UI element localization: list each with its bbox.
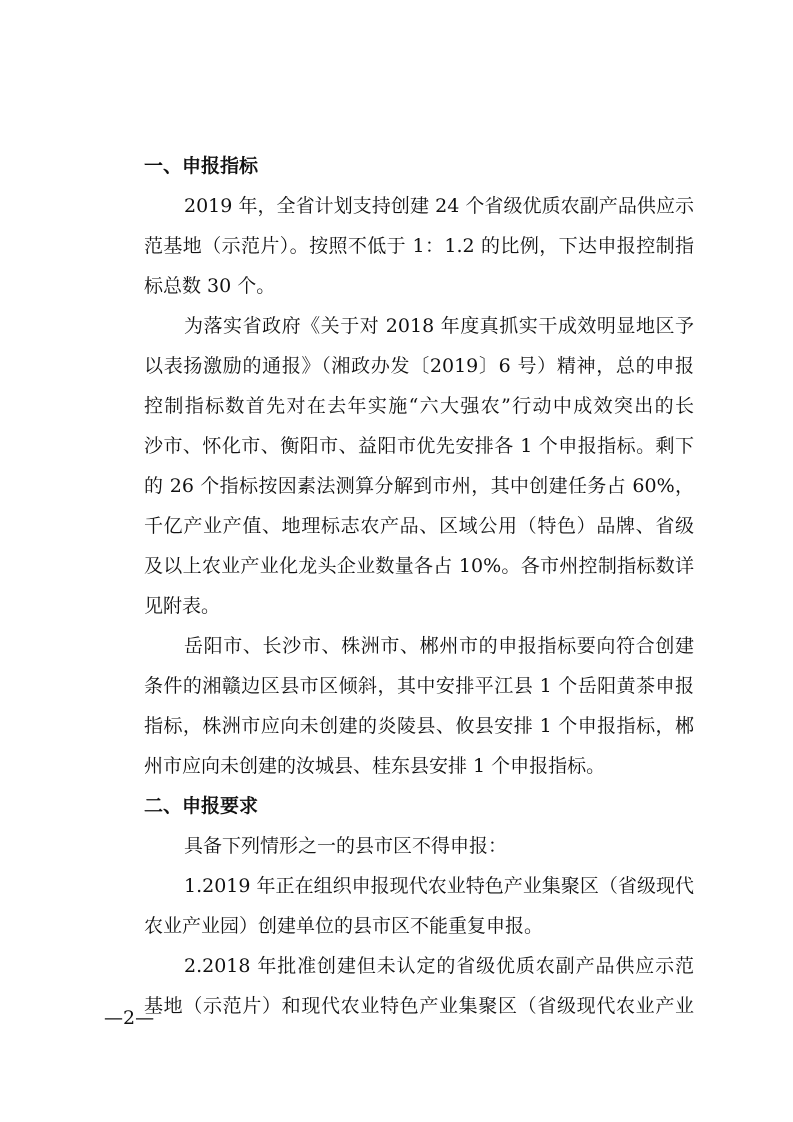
text-line: 为落实省政府《关于对 2018 年度真抓实干成效明显地区予 xyxy=(184,315,694,337)
document-body xyxy=(104,146,694,1026)
paragraph xyxy=(104,306,694,626)
text-line: 1.2019 年正在组织申报现代农业特色产业集聚区（省级现代 xyxy=(184,875,694,897)
text-line: 控制指标数首先对在去年实施“六大强农”行动中成效突出的长 xyxy=(144,395,694,417)
text-line: 岳阳市、长沙市、株洲市、郴州市的申报指标要向符合创建 xyxy=(184,635,694,657)
paragraph xyxy=(104,826,694,866)
page-number: —2— xyxy=(104,1007,155,1029)
text-line: 条件的湘赣边区县市区倾斜，其中安排平江县 1 个岳阳黄茶申报 xyxy=(144,675,694,697)
text-line: 沙市、怀化市、衡阳市、益阳市优先安排各 1 个申报指标。剩下 xyxy=(144,435,694,457)
text-line: 农业产业园）创建单位的县市区不能重复申报。 xyxy=(144,915,544,937)
text-line: 2.2018 年批准创建但未认定的省级优质农副产品供应示范 xyxy=(184,955,694,977)
paragraph xyxy=(104,186,694,306)
text-line: 州市应向未创建的汝城县、桂东县安排 1 个申报指标。 xyxy=(144,755,606,777)
text-line: 标总数 30 个。 xyxy=(144,275,276,297)
section-heading-indicators: 一、申报指标 xyxy=(144,155,259,177)
text-line: 及以上农业产业化龙头企业数量各占 10%。各市州控制指标数详 xyxy=(144,555,694,577)
paragraph xyxy=(104,946,694,1026)
text-line: 具备下列情形之一的县市区不得申报： xyxy=(184,835,508,857)
text-line: 指标，株洲市应向未创建的炎陵县、攸县安排 1 个申报指标，郴 xyxy=(144,715,694,737)
section-heading-requirements: 二、申报要求 xyxy=(144,795,259,817)
text-line: 的 26 个指标按因素法测算分解到市州，其中创建任务占 60%， xyxy=(144,475,694,497)
text-line: 基地（示范片）和现代农业特色产业集聚区（省级现代农业产业 xyxy=(144,995,694,1017)
text-line: 见附表。 xyxy=(144,595,221,617)
text-line: 千亿产业产值、地理标志农产品、区域公用（特色）品牌、省级 xyxy=(144,515,694,537)
text-line: 范基地（示范片）。按照不低于 1：1.2 的比例，下达申报控制指 xyxy=(144,235,694,257)
text-line: 以表扬激励的通报》（湘政办发〔2019〕6 号）精神，总的申报 xyxy=(144,355,694,377)
paragraph xyxy=(104,626,694,786)
text-line: 2019 年，全省计划支持创建 24 个省级优质农副产品供应示 xyxy=(184,195,694,217)
paragraph xyxy=(104,866,694,946)
